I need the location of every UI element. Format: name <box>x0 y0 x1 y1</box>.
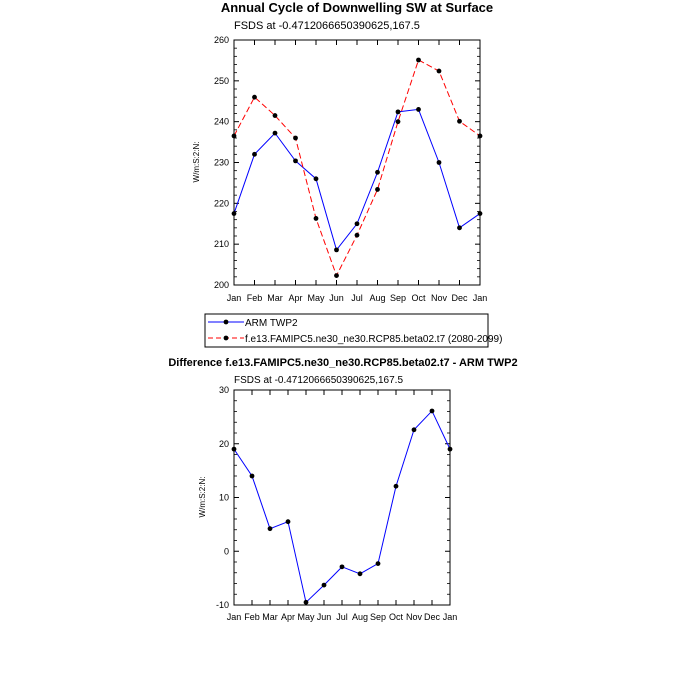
data-point <box>252 95 257 100</box>
legend <box>205 314 502 347</box>
data-point <box>340 564 345 569</box>
annual-cycle-chart <box>192 0 493 303</box>
difference-chart <box>168 357 517 622</box>
y-tick-label: 230 <box>213 157 229 168</box>
data-series <box>232 58 483 278</box>
x-tick-label: Apr <box>280 612 296 622</box>
plot-frame <box>234 390 450 605</box>
data-point <box>416 58 421 63</box>
x-tick-label: Sep <box>389 293 407 303</box>
data-point <box>293 158 298 163</box>
data-point <box>304 600 309 605</box>
data-point <box>396 109 401 114</box>
data-point <box>437 160 442 165</box>
x-tick-label: Aug <box>369 293 386 303</box>
data-point <box>437 69 442 74</box>
data-point <box>355 221 360 226</box>
data-point <box>416 107 421 112</box>
x-tick-label: Jan <box>226 293 242 303</box>
data-point <box>355 233 360 238</box>
x-tick-label: May <box>307 293 325 303</box>
y-tick-label: 220 <box>213 198 229 209</box>
x-tick-label: Nov <box>430 293 448 303</box>
y-tick-label: 240 <box>213 116 229 127</box>
data-point <box>250 474 255 479</box>
x-tick-label: Jul <box>336 612 348 622</box>
data-point <box>334 247 339 252</box>
data-point <box>376 561 381 566</box>
series-line <box>234 411 450 602</box>
y-tick-label: 0 <box>223 546 229 557</box>
x-tick-label: Mar <box>262 612 278 622</box>
y-tick-label: 20 <box>218 438 229 449</box>
legend-label-model: f.e13.FAMIPC5.ne30_ne30.RCP85.beta02.t7 (2080-2099) <box>245 334 503 345</box>
data-point <box>394 484 399 489</box>
y-tick-label: -10 <box>215 600 229 610</box>
x-tick-label: May <box>297 612 315 622</box>
chart-subtitle: FSDS at -0.4712066650390625,167.5 <box>234 375 404 386</box>
x-tick-label: Mar <box>267 293 283 303</box>
y-tick-label: 210 <box>213 239 229 250</box>
series-line <box>234 109 480 249</box>
data-point <box>375 187 380 192</box>
data-point <box>430 409 435 414</box>
series-line <box>234 60 480 276</box>
data-point <box>457 119 462 124</box>
y-tick-label: 260 <box>213 35 229 45</box>
x-tick-label: Aug <box>351 612 369 622</box>
x-tick-label: Oct <box>411 293 426 303</box>
y-tick-label: 250 <box>213 75 229 86</box>
data-point <box>396 119 401 124</box>
data-point <box>273 131 278 136</box>
data-point <box>375 170 380 175</box>
x-tick-label: Nov <box>405 612 423 622</box>
x-tick-label: Apr <box>288 293 303 303</box>
data-point <box>286 519 291 524</box>
legend-marker-model <box>224 336 229 341</box>
data-point <box>334 273 339 278</box>
x-tick-label: Jan <box>442 612 458 622</box>
data-point <box>252 152 257 157</box>
y-tick-label: 30 <box>218 385 229 395</box>
data-point <box>412 427 417 432</box>
legend-marker-arm <box>224 320 229 325</box>
x-tick-label: Jul <box>351 293 363 303</box>
data-series <box>232 409 453 605</box>
data-point <box>273 113 278 118</box>
axis-ticks <box>234 390 450 605</box>
y-tick-label: 200 <box>213 280 229 290</box>
data-point <box>293 136 298 141</box>
data-point <box>314 176 319 181</box>
x-tick-label: Dec <box>451 293 468 303</box>
chart-subtitle: FSDS at -0.4712066650390625,167.5 <box>234 20 420 32</box>
plot-frame <box>234 40 480 285</box>
x-tick-label: Feb <box>246 293 263 303</box>
y-axis-label: W/m:S:2:N: <box>198 476 207 518</box>
x-tick-label: Jan <box>472 293 488 303</box>
x-tick-label: Dec <box>423 612 441 622</box>
legend-label-arm: ARM TWP2 <box>245 318 298 329</box>
chart-title: Annual Cycle of Downwelling SW at Surface <box>220 0 494 15</box>
data-point <box>268 526 273 531</box>
data-point <box>358 571 363 576</box>
axis-ticks <box>234 40 480 285</box>
data-point <box>457 225 462 230</box>
x-tick-label: Sep <box>369 612 387 622</box>
data-point <box>322 583 327 588</box>
x-tick-label: Feb <box>244 612 260 622</box>
x-tick-label: Jun <box>316 612 332 622</box>
tick-labels <box>214 35 487 303</box>
x-tick-label: Jun <box>329 293 344 303</box>
data-point <box>314 216 319 221</box>
x-tick-label: Jan <box>226 612 242 622</box>
y-tick-label: 10 <box>218 492 229 503</box>
y-axis-label: W/m:S:2:N: <box>192 141 201 183</box>
tick-labels <box>216 385 457 622</box>
x-tick-label: Oct <box>388 612 404 622</box>
chart-title: Difference f.e13.FAMIPC5.ne30_ne30.RCP85.beta02.t7 - ARM TWP2 <box>168 357 518 369</box>
